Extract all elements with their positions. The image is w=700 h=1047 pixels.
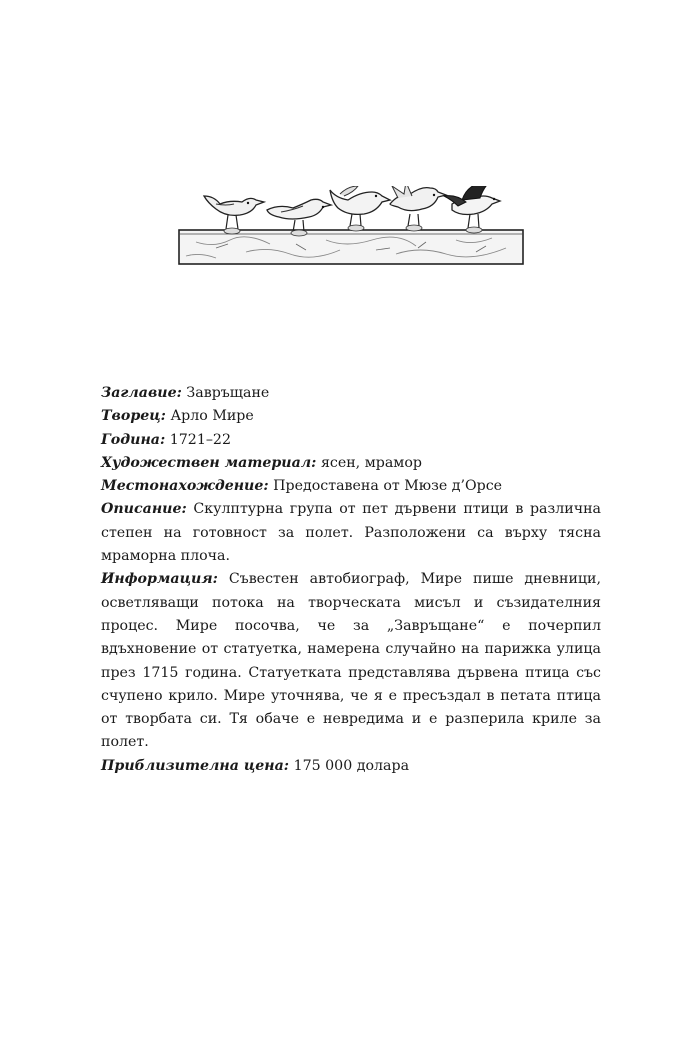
bird-5 [444, 186, 500, 233]
field-value: 175 000 долара [293, 757, 410, 774]
bird-4 [390, 186, 446, 231]
bird-1 [204, 196, 264, 234]
field-value: ясен, мрамор [320, 454, 422, 471]
catalog-entry [101, 382, 601, 778]
title-field [101, 382, 601, 405]
material-field [101, 452, 601, 475]
field-label: Година: [101, 431, 166, 448]
field-label: Творец: [101, 408, 166, 425]
location-field [101, 475, 601, 498]
price-field [101, 755, 601, 778]
field-label: Заглавие: [101, 385, 182, 401]
bird-3 [330, 186, 390, 231]
field-value: Завръщане [186, 385, 270, 401]
field-label: Приблизителна цена: [101, 757, 290, 774]
field-value: 1721–22 [169, 431, 231, 448]
field-label: Описание: [101, 501, 187, 518]
description-field [101, 498, 601, 568]
field-value: Арло Мире [170, 408, 254, 425]
field-value: Скулптурна група от пет дървени птици в различна степен на готовност за полет. Разположени са върху тясна мраморна плоча. [101, 501, 602, 565]
field-value: Предоставена от Мюзе д’Орсе [273, 478, 503, 495]
year-field [101, 429, 601, 452]
sculpture-illustration [176, 186, 526, 266]
field-label: Художествен материал: [101, 454, 317, 471]
field-label: Информация: [101, 571, 218, 588]
field-value: Съвестен автобиограф, Мире пише дневници, осветляващи потока на творческата мисъл и съзидателния процес. Мире посочва, че за „Завръщане“ е почерпил вдъхновение от статуетка, намерена случайно на парижка улица през 1715 година. Статуетката представлява дървена птица със счупено крило. Мире уточнява, че я е пресъздал в петата птица от творбата си. Тя обаче е невредима и е разперила криле за полет. [101, 571, 602, 751]
information-field [101, 568, 601, 754]
field-label: Местонахождение: [101, 478, 269, 495]
artist-field [101, 405, 601, 428]
marble-slab [179, 230, 523, 264]
